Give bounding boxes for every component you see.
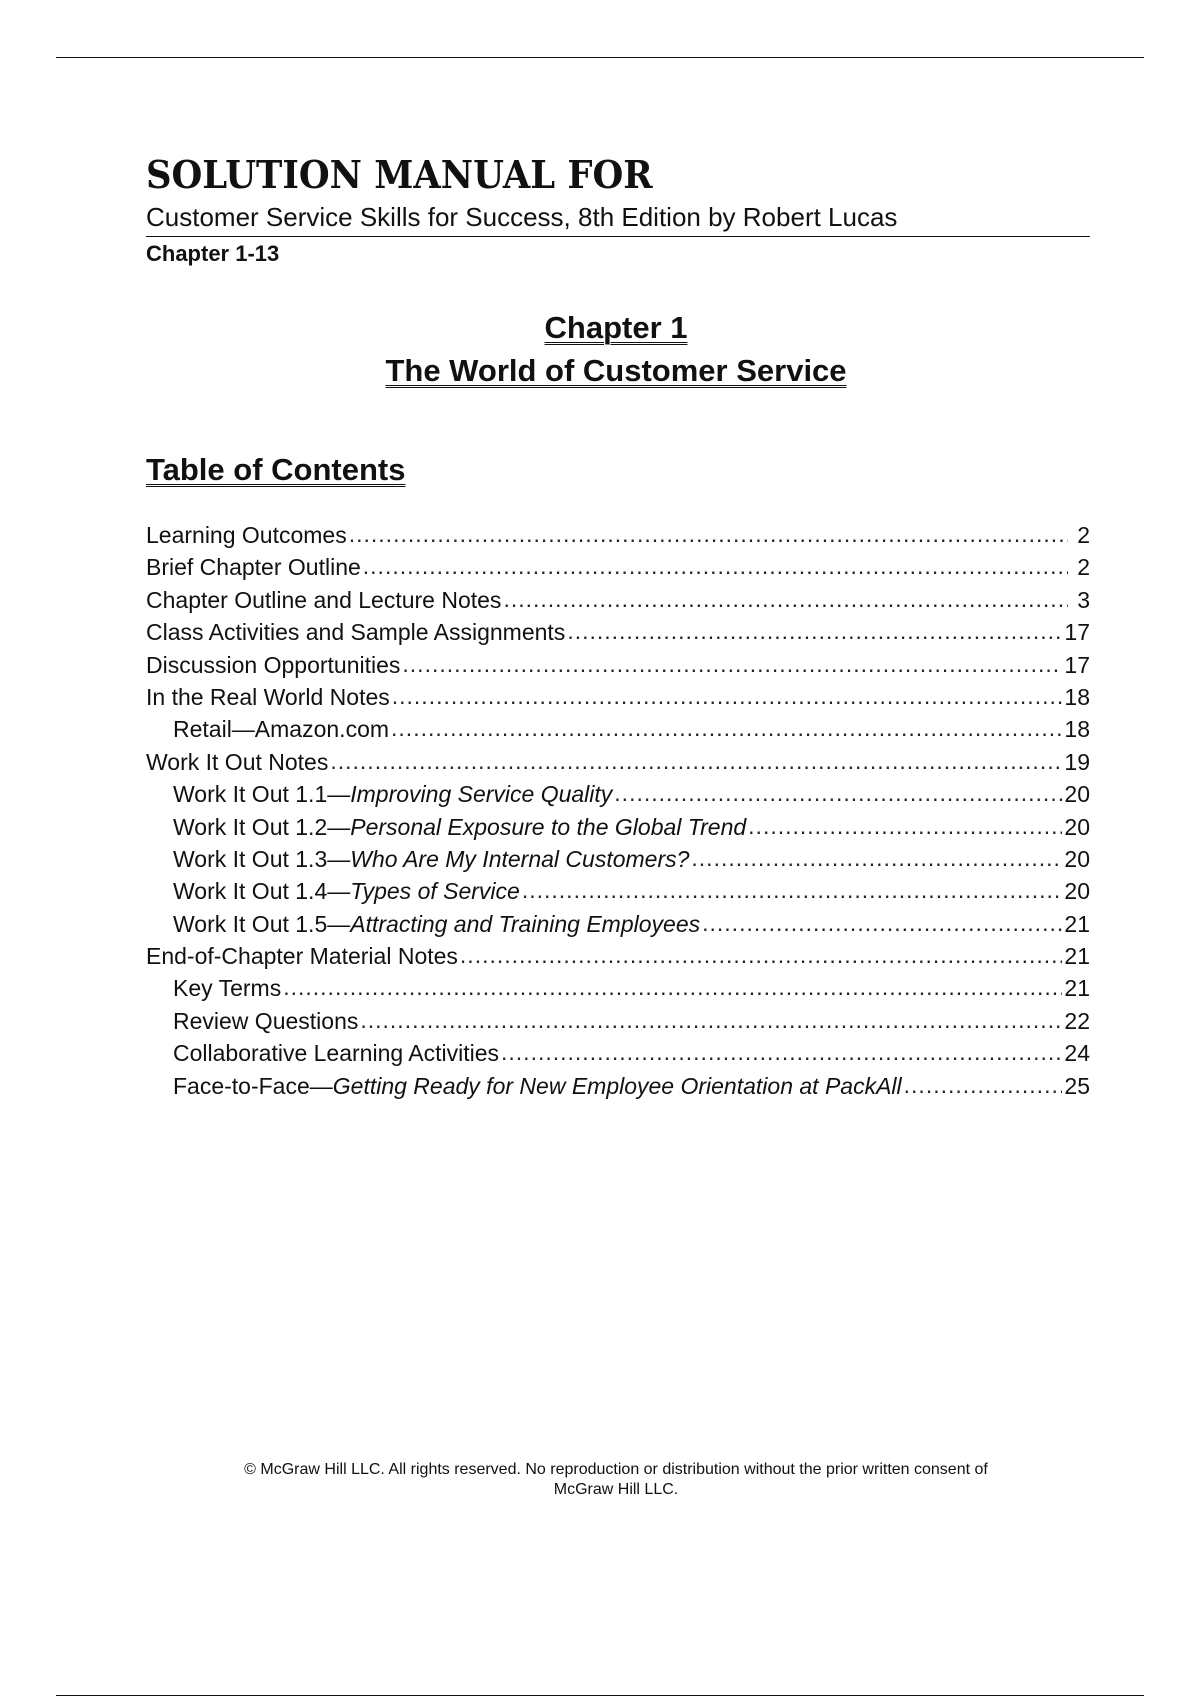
toc-entry[interactable] [146,749,1090,781]
toc-subentry[interactable] [146,1040,1090,1072]
toc-entry-page: 20 [1064,845,1090,872]
toc-entry[interactable] [146,554,1090,586]
toc-leader [567,618,1062,645]
chapter-title: The World of Customer Service [385,353,847,388]
document-header [146,152,1090,269]
toc-entry[interactable] [146,684,1090,716]
toc-entry-page: 3 [1077,586,1090,613]
toc-entry-page: 19 [1064,748,1090,775]
toc-entry[interactable] [146,652,1090,684]
toc-entry-page: 20 [1064,878,1090,905]
toc-entry-page: 21 [1064,943,1090,970]
toc-entry[interactable] [146,522,1090,554]
toc-entry-label: Face-to-Face—Getting Ready for New Employee Orientation at PackAll [173,1072,902,1099]
toc-entry-label: Retail—Amazon.com [173,716,390,743]
toc-entry-page: 2 [1077,554,1090,581]
manual-title: SOLUTION MANUAL FOR [146,152,653,197]
toc-entry-page: 18 [1064,716,1090,743]
toc-leader [702,910,1062,937]
toc-leader [402,651,1062,678]
chapter-range: Chapter 1-13 [146,241,280,266]
top-rule [56,57,1144,58]
chapter-heading [0,306,1200,392]
toc-subentry[interactable] [146,1008,1090,1040]
toc-leader [614,780,1062,807]
chapter-number: Chapter 1 [544,310,688,345]
toc-entry-label: Discussion Opportunities [146,651,401,678]
toc-subentry[interactable] [146,1073,1090,1105]
toc-entry[interactable] [146,619,1090,651]
toc-entry-page: 21 [1064,910,1090,937]
toc-leader [904,1072,1063,1099]
toc-entry-page: 22 [1064,1007,1090,1034]
toc-entry-label: Collaborative Learning Activities [173,1040,500,1067]
toc-subentry[interactable] [146,814,1090,846]
toc-subentry[interactable] [146,781,1090,813]
toc-title: Table of Contents [146,452,406,487]
toc-leader [360,1007,1062,1034]
toc-entry-page: 21 [1064,975,1090,1002]
toc-entry-label: Learning Outcomes [146,522,347,548]
toc-leader [363,553,1068,580]
bottom-rule [56,1695,1144,1696]
toc-leader [349,521,1068,548]
toc-leader [748,813,1062,840]
copyright-line-1: © McGraw Hill LLC. All rights reserved. No reproduction or distribution without the prior written consent of [244,1461,988,1478]
toc-leader [503,586,1068,613]
toc-entry-page: 25 [1064,1072,1090,1099]
toc-entry-label: Brief Chapter Outline [146,554,361,581]
toc-entry-label: Work It Out 1.1—Improving Service Quality [173,781,613,808]
toc-entry-page: 18 [1064,683,1090,710]
table-of-contents [146,522,1090,1105]
copyright-line-2: McGraw Hill LLC. [553,1481,679,1498]
book-subtitle: Customer Service Skills for Success, 8th Edition by Robert Lucas [146,200,1090,237]
toc-subentry[interactable] [146,846,1090,878]
toc-entry-label: Work It Out Notes [146,748,329,775]
toc-entry-label: Chapter Outline and Lecture Notes [146,586,502,613]
copyright-footer [0,1460,1200,1500]
toc-entry-label: End-of-Chapter Material Notes [146,943,458,970]
toc-entry-label: In the Real World Notes [146,683,390,710]
toc-entry-page: 17 [1064,619,1090,646]
toc-entry[interactable] [146,943,1090,975]
toc-leader [460,942,1062,969]
toc-entry-label: Class Activities and Sample Assignments [146,619,566,646]
toc-subentry[interactable] [146,975,1090,1007]
toc-entry-label: Work It Out 1.4—Types of Service [173,878,520,905]
toc-entry-label: Work It Out 1.2—Personal Exposure to the Global Trend [173,813,747,840]
toc-entry-page: 2 [1077,522,1090,548]
toc-leader [522,877,1063,904]
toc-entry-page: 17 [1064,651,1090,678]
toc-leader [283,974,1062,1001]
toc-entry-label: Review Questions [173,1007,359,1034]
toc-subentry[interactable] [146,716,1090,748]
toc-subentry[interactable] [146,878,1090,910]
toc-leader [391,715,1062,742]
toc-entry[interactable] [146,587,1090,619]
toc-subentry[interactable] [146,911,1090,943]
toc-entry-page: 20 [1064,813,1090,840]
toc-entry-page: 20 [1064,781,1090,808]
toc-entry-label: Work It Out 1.3—Who Are My Internal Customers? [173,845,690,872]
toc-leader [330,748,1062,775]
toc-entry-page: 24 [1064,1040,1090,1067]
toc-leader [392,683,1063,710]
toc-entry-label: Work It Out 1.5—Attracting and Training Employees [173,910,701,937]
toc-leader [501,1039,1062,1066]
toc-leader [691,845,1062,872]
toc-entry-label: Key Terms [173,975,282,1002]
